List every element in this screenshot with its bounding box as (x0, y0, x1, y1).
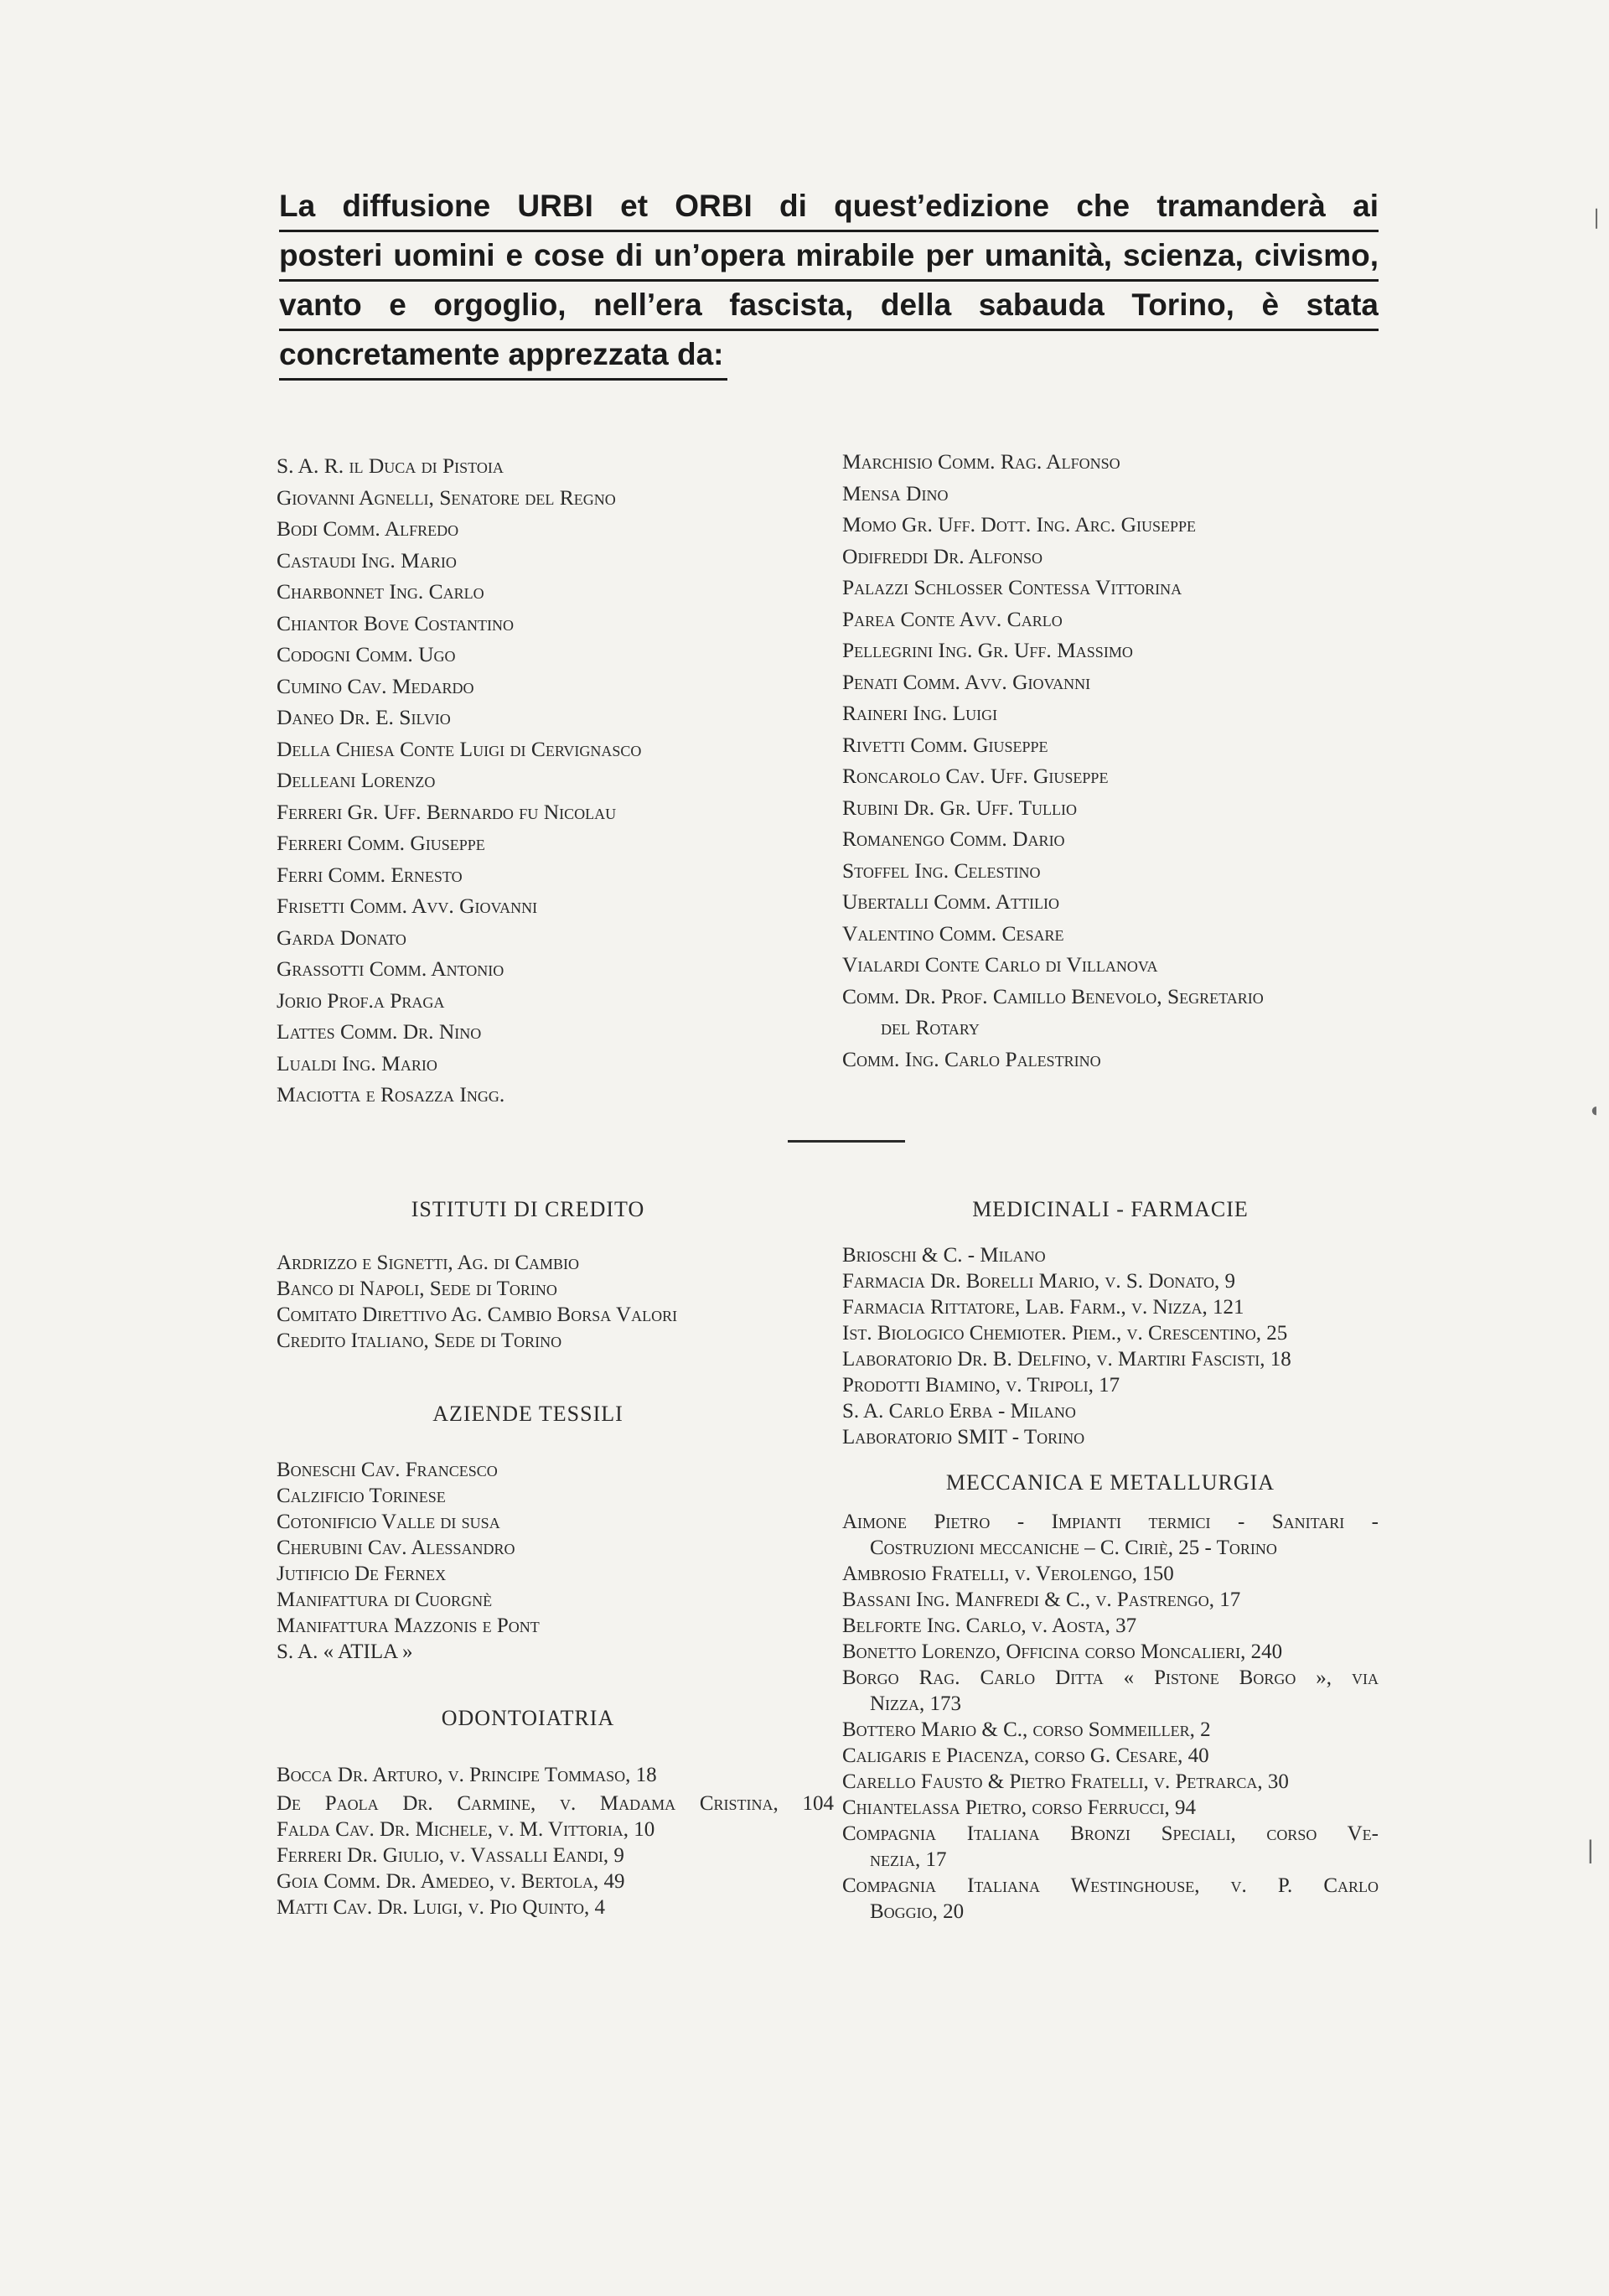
section-divider (788, 1140, 905, 1143)
heading-line: La diffusione URBI et ORBI di quest’edizione che tramanderà ai (279, 183, 1379, 232)
heading-line: posteri uomini e cose di un’opera mirabile per umanità, scienza, civismo, (279, 232, 1379, 282)
list-item: Calzificio Torinese (277, 1485, 446, 1507)
list-item: Caligaris e Piacenza, corso G. Cesare, 40 (842, 1744, 1209, 1767)
list-item: Valentino Comm. Cesare (842, 920, 1064, 946)
list-item: Laboratorio SMIT - Torino (842, 1426, 1085, 1449)
scan-mark-icon: ◖ (1588, 1100, 1601, 1122)
list-item: Compagnia Italiana Bronzi Speciali, corso Ve- (842, 1822, 1379, 1845)
list-item: Bottero Mario & C., corso Sommeiller, 2 (842, 1718, 1211, 1741)
list-item: Bocca Dr. Arturo, v. Principe Tommaso, 18 (277, 1764, 657, 1786)
list-item: Ferri Comm. Ernesto (277, 862, 463, 887)
list-item: Frisetti Comm. Avv. Giovanni (277, 894, 538, 918)
list-item: Jutificio De Fernex (277, 1563, 447, 1585)
list-item: Roncarolo Cav. Uff. Giuseppe (842, 764, 1109, 788)
list-item: S. A. R. il Duca di Pistoia (277, 453, 504, 478)
list-item: Manifattura Mazzonis e Pont (277, 1614, 540, 1637)
list-item: Mensa Dino (842, 480, 949, 505)
list-item: Momo Gr. Uff. Dott. Ing. Arc. Giuseppe (842, 512, 1197, 536)
list-item: Compagnia Italiana Westinghouse, v. P. Carlo (842, 1874, 1379, 1897)
list-item: Falda Cav. Dr. Michele, v. M. Vittoria, 10 (277, 1818, 655, 1841)
list-item: Delleani Lorenzo (277, 768, 436, 792)
section-title-meccanica: MECCANICA E METALLURGIA (945, 1470, 1275, 1495)
list-item: Bodi Comm. Alfredo (277, 516, 459, 541)
list-item: S. A. Carlo Erba - Milano (842, 1400, 1076, 1423)
scan-mark-icon: ▏ (1590, 1842, 1606, 1863)
list-item: Romanengo Comm. Dario (842, 827, 1065, 851)
list-item: Rubini Dr. Gr. Uff. Tullio (842, 795, 1078, 820)
list-item: Farmacia Rittatore, Lab. Farm., v. Nizza, 121 (842, 1296, 1244, 1319)
list-item: De Paola Dr. Carmine, v. Madama Cristina, 104 (277, 1792, 834, 1815)
list-item: Goia Comm. Dr. Amedeo, v. Bertola, 49 (277, 1870, 625, 1893)
list-item: Charbonnet Ing. Carlo (277, 579, 484, 604)
list-item: Brioschi & C. - Milano (842, 1244, 1046, 1267)
list-item: nezia, 17 (870, 1848, 947, 1871)
list-item: Boneschi Cav. Francesco (277, 1459, 498, 1481)
list-item: Aimone Pietro - Impianti termici - Sanitari - (842, 1511, 1379, 1533)
section-istituti (277, 1250, 813, 1354)
list-item: Vialardi Conte Carlo di Villanova (842, 952, 1158, 977)
list-item: Chiantelassa Pietro, corso Ferrucci, 94 (842, 1796, 1196, 1819)
page-heading (279, 183, 1379, 388)
section-title-tessili: AZIENDE TESSILI (432, 1402, 623, 1426)
heading-line: vanto e orgoglio, nell’era fascista, della sabauda Torino, è stata (279, 282, 1379, 331)
section-title-farmacie: MEDICINALI - FARMACIE (972, 1197, 1249, 1221)
list-item: Ferreri Gr. Uff. Bernardo fu Nicolau (277, 799, 617, 824)
list-item: Nizza, 173 (870, 1692, 962, 1715)
list-item: Pellegrini Ing. Gr. Uff. Massimo (842, 638, 1133, 662)
list-item: Ist. Biologico Chemioter. Piem., v. Crescentino, 25 (842, 1322, 1288, 1345)
list-item: Ubertalli Comm. Attilio (842, 889, 1060, 914)
scan-mark-icon: ❘ (1588, 207, 1606, 229)
list-item: Belforte Ing. Carlo, v. Aosta, 37 (842, 1614, 1137, 1637)
list-item: Carello Fausto & Pietro Fratelli, v. Petrarca, 30 (842, 1770, 1289, 1793)
list-item: Lualdi Ing. Mario (277, 1050, 437, 1075)
list-item: Manifattura di Cuorgnè (277, 1589, 493, 1611)
list-item: Garda Donato (277, 925, 406, 950)
list-item: Jorio Prof.a Praga (277, 987, 445, 1013)
list-item: Ardrizzo e Signetti, Ag. di Cambio (277, 1252, 580, 1274)
list-item: del Rotary (881, 1015, 980, 1039)
list-item: Chiantor Bove Costantino (277, 610, 514, 635)
list-item: Comm. Dr. Prof. Camillo Benevolo, Segretario (842, 983, 1264, 1008)
section-title-odontoiatria: ODONTOIATRIA (441, 1706, 615, 1730)
section-tessili (277, 1457, 779, 1665)
list-item: Stoffel Ing. Celestino (842, 858, 1041, 883)
list-item: Castaudi Ing. Mario (277, 547, 457, 573)
section-title-istituti: ISTITUTI DI CREDITO (411, 1197, 645, 1221)
list-item: Codogni Comm. Ugo (277, 642, 456, 666)
list-item: Laboratorio Dr. B. Delfino, v. Martiri Fascisti, 18 (842, 1348, 1291, 1371)
list-item: Farmacia Dr. Borelli Mario, v. S. Donato, 9 (842, 1270, 1235, 1293)
list-item: Credito Italiano, Sede di Torino (277, 1329, 562, 1352)
list-item: Cherubini Cav. Alessandro (277, 1537, 515, 1559)
list-item: Odifreddi Dr. Alfonso (842, 543, 1042, 568)
list-item: Ferreri Comm. Giuseppe (277, 831, 485, 855)
list-item: Boggio, 20 (870, 1900, 965, 1923)
list-item: Borgo Rag. Carlo Ditta « Pistone Borgo », via (842, 1666, 1379, 1689)
list-item: Della Chiesa Conte Luigi di Cervignasco (277, 736, 642, 761)
list-item: Penati Comm. Avv. Giovanni (842, 669, 1091, 694)
list-item: Raineri Ing. Luigi (842, 701, 998, 725)
list-item: Cotonificio Valle di susa (277, 1511, 500, 1533)
list-item: Prodotti Biamino, v. Tripoli, 17 (842, 1374, 1120, 1397)
list-item: Grassotti Comm. Antonio (277, 956, 504, 981)
supporters-list-right (842, 446, 1395, 1075)
list-item: Daneo Dr. E. Silvio (277, 705, 451, 729)
list-item: Banco di Napoli, Sede di Torino (277, 1278, 557, 1300)
list-item: Matti Cav. Dr. Luigi, v. Pio Quinto, 4 (277, 1896, 605, 1919)
list-item: Rivetti Comm. Giuseppe (842, 732, 1048, 757)
list-item: Comm. Ing. Carlo Palestrino (842, 1046, 1101, 1071)
section-farmacie (842, 1242, 1399, 1450)
list-item: Palazzi Schlosser Contessa Vittorina (842, 575, 1182, 599)
list-item: S. A. « ATILA » (277, 1640, 413, 1663)
list-item: Bassani Ing. Manfredi & C., v. Pastrengo, 17 (842, 1589, 1241, 1611)
heading-line: concretamente apprezzata da: (279, 331, 727, 381)
list-item: Maciotta e Rosazza Ingg. (277, 1082, 505, 1107)
list-item: Giovanni Agnelli, Senatore del Regno (277, 485, 616, 510)
list-item: Parea Conte Avv. Carlo (842, 606, 1063, 631)
list-item: Cumino Cav. Medardo (277, 673, 474, 698)
list-item: Marchisio Comm. Rag. Alfonso (842, 449, 1120, 474)
section-odontoiatria (277, 1760, 834, 1920)
supporters-list-left (277, 450, 779, 1111)
list-item: Ferreri Dr. Giulio, v. Vassalli Eandi, 9 (277, 1844, 624, 1867)
list-item: Lattes Comm. Dr. Nino (277, 1019, 482, 1044)
list-item: Ambrosio Fratelli, v. Verolengo, 150 (842, 1563, 1174, 1585)
list-item: Bonetto Lorenzo, Officina corso Moncalieri, 240 (842, 1640, 1283, 1663)
list-item: Costruzioni meccaniche – C. Ciriè, 25 - Torino (870, 1537, 1277, 1559)
section-meccanica (842, 1509, 1379, 1925)
list-item: Comitato Direttivo Ag. Cambio Borsa Valori (277, 1303, 678, 1326)
